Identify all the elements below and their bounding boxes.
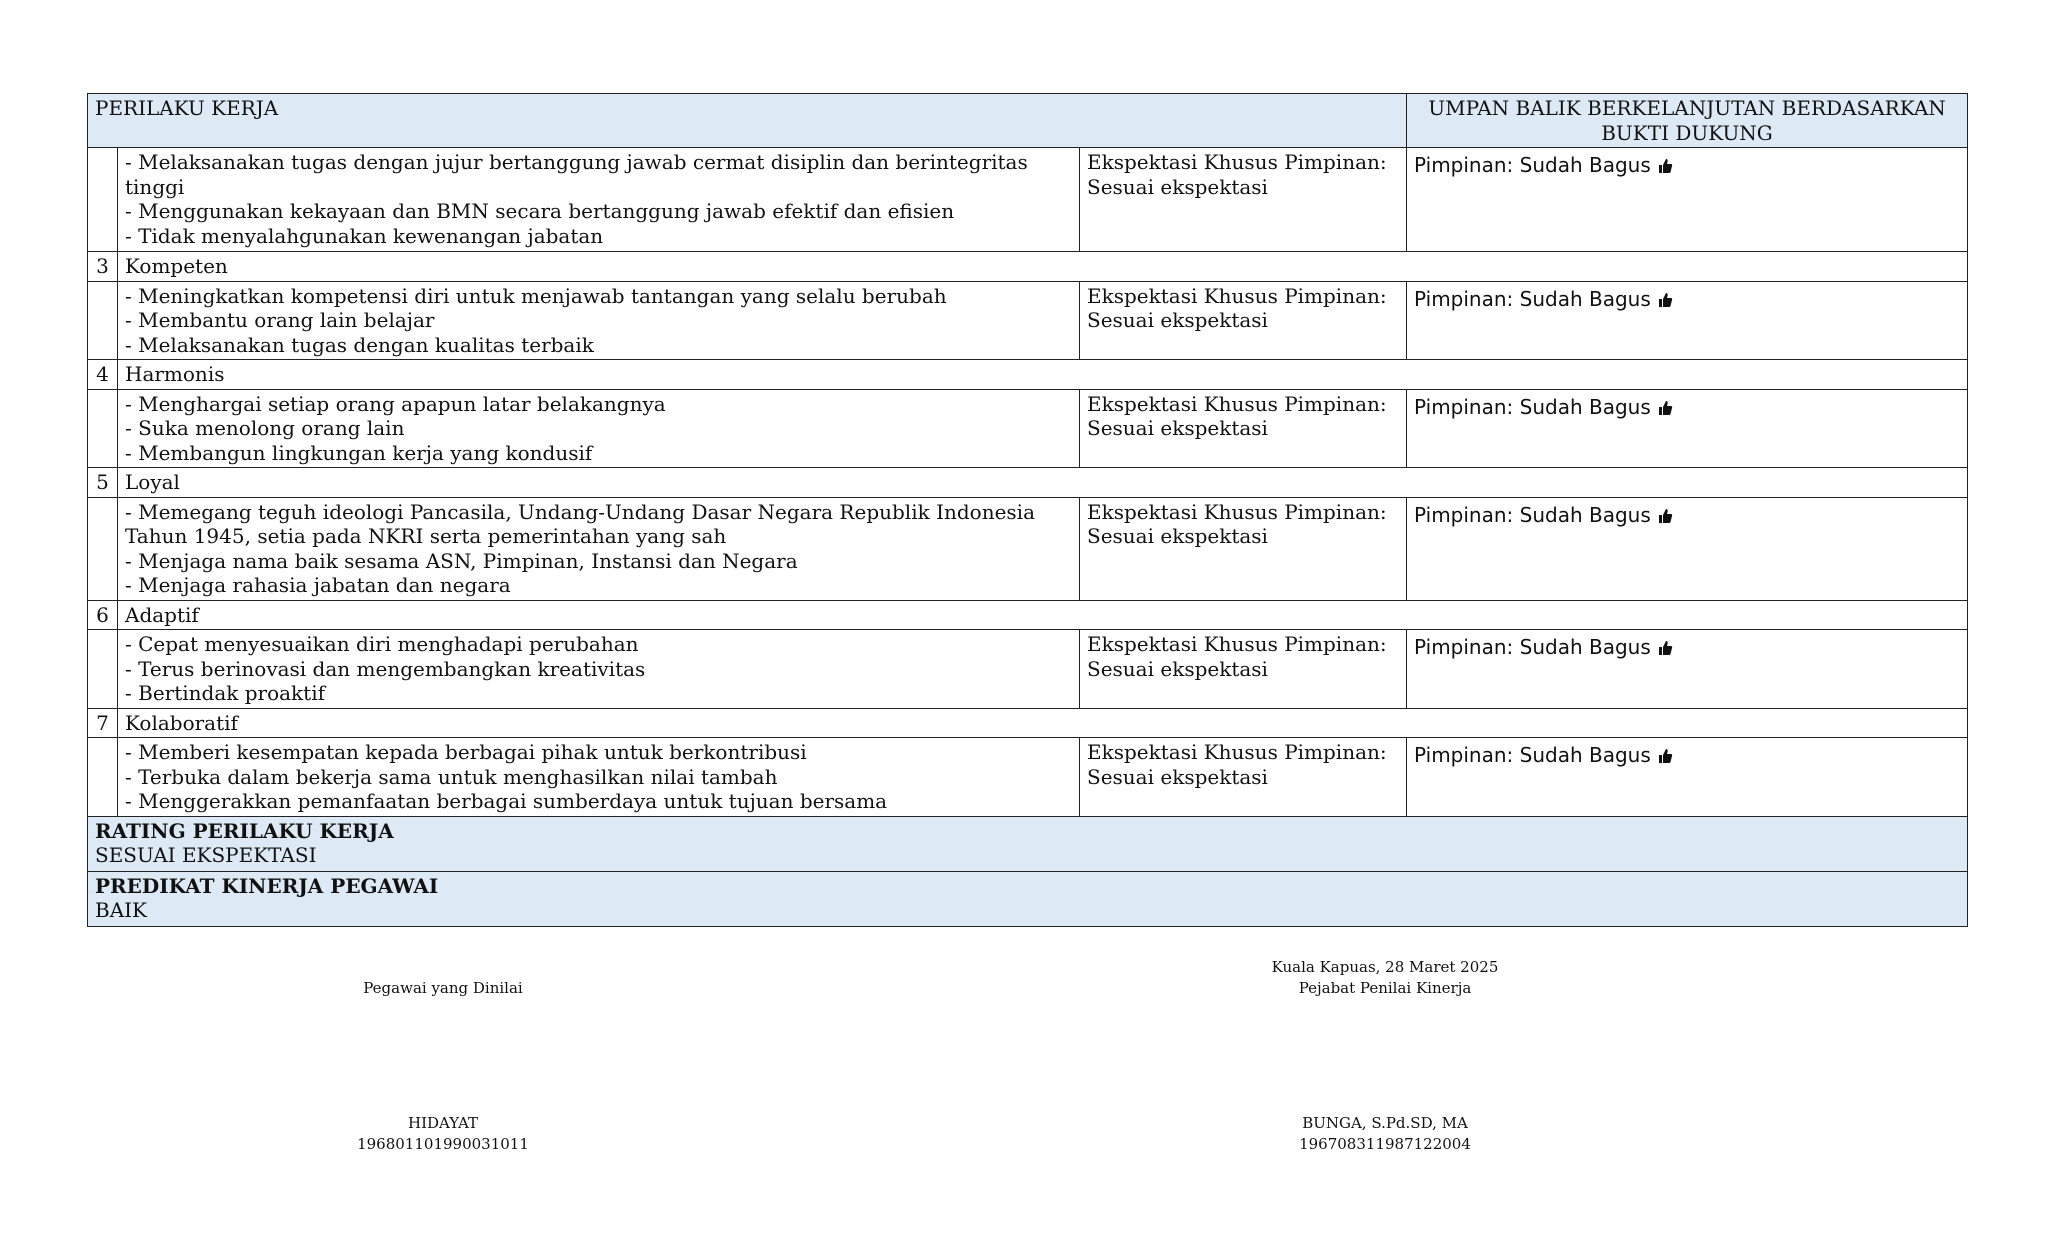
behavior-line: - Cepat menyesuaikan diri menghadapi perubahan [125, 632, 639, 656]
expectation-cell [1080, 497, 1407, 600]
feedback-cell [1407, 389, 1968, 468]
number-cell [88, 148, 118, 252]
behavior-line: - Membangun lingkungan kerja yang kondusif [125, 440, 593, 465]
behavior-cell [118, 148, 1080, 252]
category-name: Adaptif [118, 600, 1968, 630]
category-row [88, 708, 1968, 738]
predikat-value: BAIK [95, 898, 147, 922]
category-number: 4 [88, 360, 118, 390]
number-cell [88, 281, 118, 360]
header-feedback: UMPAN BALIK BERKELANJUTAN BERDASARKAN BUKTI DUKUNG [1407, 94, 1968, 148]
thumbs-up-icon [1657, 748, 1673, 764]
right-role: Pejabat Penilai Kinerja [1298, 979, 1472, 997]
expectation-value: Sesuai ekspektasi [1087, 656, 1268, 681]
category-row [88, 600, 1968, 630]
behavior-line: - Terus berinovasi dan mengembangkan kreativitas [125, 656, 646, 681]
behavior-table [87, 93, 1968, 927]
predikat-cell [88, 871, 1968, 926]
behavior-cell [118, 281, 1080, 360]
behavior-line: - Terbuka dalam bekerja sama untuk menghasilkan nilai tambah [125, 764, 778, 789]
behavior-row [88, 281, 1968, 360]
rating-value: SESUAI EKSPEKTASI [95, 843, 317, 867]
behavior-cell [118, 497, 1080, 600]
thumbs-up-icon [1657, 508, 1673, 524]
right-nip: 196708311987122004 [1299, 1135, 1471, 1153]
feedback-cell [1407, 281, 1968, 360]
behavior-row [88, 630, 1968, 709]
feedback-text: Pimpinan: Sudah Bagus [1414, 153, 1651, 177]
number-cell [88, 738, 118, 817]
category-name: Harmonis [118, 360, 1968, 390]
expectation-label: Ekspektasi Khusus Pimpinan: [1087, 150, 1387, 174]
expectation-label: Ekspektasi Khusus Pimpinan: [1087, 632, 1387, 656]
category-name: Kompeten [118, 252, 1968, 282]
behavior-line: - Memberi kesempatan kepada berbagai pihak untuk berkontribusi [125, 740, 807, 764]
expectation-cell [1080, 630, 1407, 709]
expectation-label: Ekspektasi Khusus Pimpinan: [1087, 283, 1387, 308]
left-role: Pegawai yang Dinilai [363, 979, 523, 997]
behavior-line: - Membantu orang lain belajar [125, 308, 435, 332]
behavior-line: - Meningkatkan kompetensi diri untuk menjawab tantangan yang selalu berubah [125, 283, 947, 308]
category-number: 7 [88, 708, 118, 738]
feedback-text: Pimpinan: Sudah Bagus [1414, 502, 1651, 527]
performance-sheet [87, 93, 1967, 927]
expectation-cell [1080, 389, 1407, 468]
category-name: Loyal [118, 468, 1968, 498]
category-row [88, 252, 1968, 282]
place-date: Kuala Kapuas, 28 Maret 2025 [1271, 958, 1499, 976]
behavior-line: - Menggerakkan pemanfaatan berbagai sumberdaya untuk tujuan bersama [125, 789, 888, 813]
behavior-line: - Menjaga rahasia jabatan dan negara [125, 573, 511, 597]
behavior-cell [118, 738, 1080, 817]
table-header-row [88, 94, 1968, 148]
signature-left-bottom [293, 1113, 593, 1155]
behavior-line: - Menggunakan kekayaan dan BMN secara bertanggung jawab efektif dan efisien [125, 199, 955, 223]
feedback-cell [1407, 738, 1968, 817]
behavior-cell [118, 389, 1080, 468]
expectation-value: Sesuai ekspektasi [1087, 416, 1268, 440]
rating-cell [88, 816, 1968, 871]
behavior-cell [118, 630, 1080, 709]
behavior-row [88, 389, 1968, 468]
number-cell [88, 497, 118, 600]
expectation-value: Sesuai ekspektasi [1087, 524, 1268, 548]
feedback-cell [1407, 497, 1968, 600]
expectation-label: Ekspektasi Khusus Pimpinan: [1087, 499, 1387, 524]
rating-title: RATING PERILAKU KERJA [95, 818, 394, 843]
expectation-cell [1080, 281, 1407, 360]
behavior-row [88, 497, 1968, 600]
behavior-row [88, 738, 1968, 817]
expectation-label: Ekspektasi Khusus Pimpinan: [1087, 740, 1387, 764]
feedback-text: Pimpinan: Sudah Bagus [1414, 635, 1651, 659]
number-cell [88, 389, 118, 468]
left-nip: 196801101990031011 [357, 1135, 529, 1153]
expectation-value: Sesuai ekspektasi [1087, 308, 1268, 332]
feedback-text: Pimpinan: Sudah Bagus [1414, 743, 1651, 767]
behavior-line: - Suka menolong orang lain [125, 416, 405, 440]
behavior-line: - Bertindak proaktif [125, 681, 326, 705]
behavior-row [88, 148, 1968, 252]
thumbs-up-icon [1657, 400, 1673, 416]
category-number: 3 [88, 252, 118, 282]
behavior-line: - Memegang teguh ideologi Pancasila, Undang-Undang Dasar Negara Republik Indonesia Tahun 1945, setia pada NKRI serta pemerintahan yang sah [125, 499, 1035, 548]
expectation-value: Sesuai ekspektasi [1087, 174, 1268, 199]
feedback-cell [1407, 630, 1968, 709]
signature-right-top [1210, 957, 1560, 999]
category-number: 5 [88, 468, 118, 498]
category-number: 6 [88, 600, 118, 630]
category-name: Kolaboratif [118, 708, 1968, 738]
thumbs-up-icon [1657, 158, 1673, 174]
category-row [88, 468, 1968, 498]
behavior-line: - Tidak menyalahgunakan kewenangan jabatan [125, 223, 604, 248]
signature-right-bottom [1210, 1113, 1560, 1155]
expectation-label: Ekspektasi Khusus Pimpinan: [1087, 391, 1387, 416]
predikat-row [88, 871, 1968, 926]
left-name: HIDAYAT [407, 1114, 478, 1132]
expectation-cell [1080, 148, 1407, 252]
header-behavior: PERILAKU KERJA [88, 94, 1407, 148]
expectation-cell [1080, 738, 1407, 817]
behavior-line: - Menjaga nama baik sesama ASN, Pimpinan, Instansi dan Negara [125, 548, 798, 573]
rating-row [88, 816, 1968, 871]
behavior-line: - Melaksanakan tugas dengan jujur bertanggung jawab cermat disiplin dan berintegritas tinggi [125, 150, 1028, 199]
expectation-value: Sesuai ekspektasi [1087, 764, 1268, 789]
feedback-text: Pimpinan: Sudah Bagus [1414, 286, 1651, 311]
thumbs-up-icon [1657, 640, 1673, 656]
behavior-line: - Melaksanakan tugas dengan kualitas terbaik [125, 332, 594, 357]
number-cell [88, 630, 118, 709]
feedback-cell [1407, 148, 1968, 252]
feedback-text: Pimpinan: Sudah Bagus [1414, 394, 1651, 419]
signature-left-top [293, 978, 593, 999]
thumbs-up-icon [1657, 292, 1673, 308]
predikat-title: PREDIKAT KINERJA PEGAWAI [95, 873, 439, 898]
right-name: BUNGA, S.Pd.SD, MA [1302, 1114, 1468, 1132]
category-row [88, 360, 1968, 390]
behavior-line: - Menghargai setiap orang apapun latar belakangnya [125, 391, 666, 416]
